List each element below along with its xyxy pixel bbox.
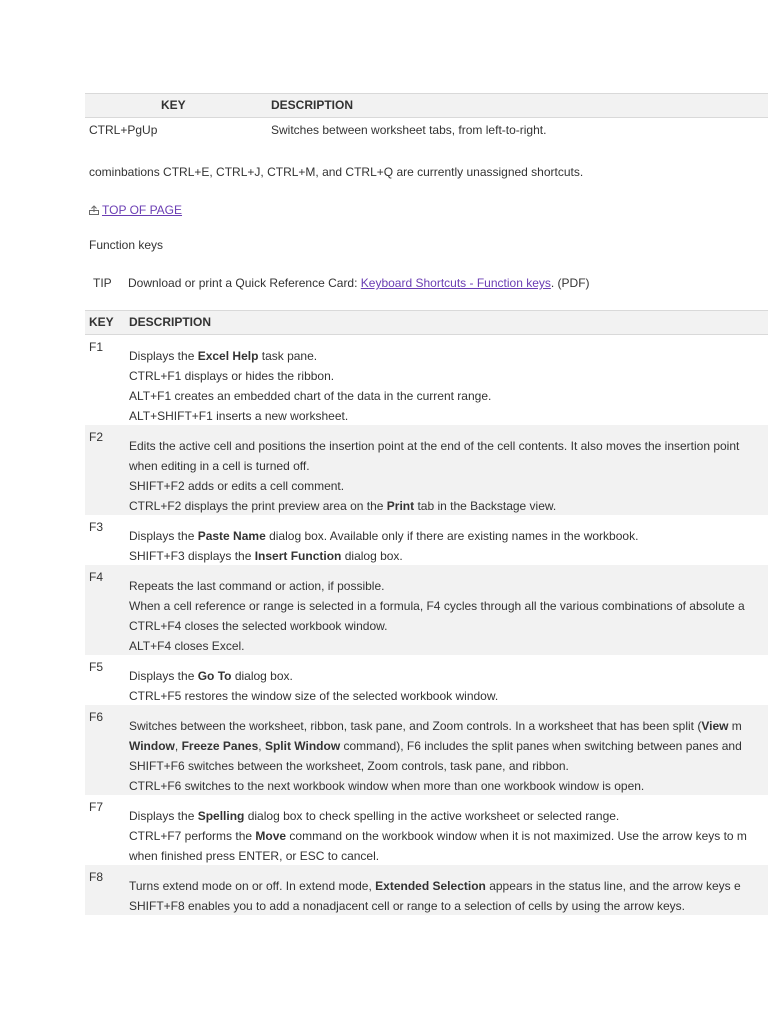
function-key-row-f4 [85,565,768,655]
command-name: Spelling [197,809,245,823]
command-name: View [701,719,729,733]
description-line: Switches between the worksheet, ribbon, task pane, and Zoom controls. In a worksheet that has been split (View m [129,719,742,733]
description-line: CTRL+F6 switches to the next workbook window when more than one workbook window is open. [129,779,645,793]
function-key-row-f6 [85,705,768,795]
command-name: Go To [197,669,232,683]
command-name: Print [386,499,415,513]
description-line: CTRL+F2 displays the print preview area on the Print tab in the Backstage view. [129,499,557,513]
function-key-description [129,526,638,566]
command-name: Split Window [264,739,341,753]
function-key-name: F8 [89,870,104,884]
header-description: DESCRIPTION [271,98,354,112]
document-page [85,0,768,1024]
description-line: when finished press ENTER, or ESC to cancel. [129,849,380,863]
command-name: Window [129,739,175,753]
top-of-page[interactable] [89,203,182,217]
description-line: Window, Freeze Panes, Split Window command), F6 includes the split panes when switching between panes and [129,739,742,753]
description-line: when editing in a cell is turned off. [129,459,310,473]
table-row [85,118,768,142]
table-header [85,93,768,118]
function-key-description [129,436,739,516]
row-description: Switches between worksheet tabs, from left-to-right. [271,123,547,137]
description-line: ALT+F4 closes Excel. [129,639,245,653]
command-name: Paste Name [197,529,266,543]
description-line: Displays the Go To dialog box. [129,669,293,683]
function-keys-table [85,310,768,915]
function-key-row-f1 [85,335,768,425]
section-title: Function keys [89,238,164,252]
description-line: CTRL+F1 displays or hides the ribbon. [129,369,335,383]
description-line: Turns extend mode on or off. In extend mode, Extended Selection appears in the status line, and the arrow keys e [129,879,741,893]
function-key-name: F4 [89,570,104,584]
description-line: When a cell reference or range is selected in a formula, F4 cycles through all the various combinations of absolute a [129,599,745,613]
description-line: SHIFT+F3 displays the Insert Function dialog box. [129,549,403,563]
description-line: CTRL+F5 restores the window size of the selected workbook window. [129,689,499,703]
arrow-up-icon [89,205,99,215]
function-key-description [129,576,745,656]
description-line: ALT+F1 creates an embedded chart of the data in the current range. [129,389,492,403]
function-key-row-f5 [85,655,768,705]
top-of-page-link[interactable]: TOP OF PAGE [102,203,183,217]
command-name: Extended Selection [375,879,486,893]
description-line: Displays the Excel Help task pane. [129,349,318,363]
function-key-name: F6 [89,710,104,724]
description-line: CTRL+F7 performs the Move command on the workbook window when it is not maximized. Use the arrow keys to m [129,829,747,843]
function-keys-body [85,335,768,915]
function-key-name: F2 [89,430,104,444]
tip-label: TIP [93,276,112,290]
description-line: ALT+SHIFT+F1 inserts a new worksheet. [129,409,349,423]
description-line: Repeats the last command or action, if possible. [129,579,385,593]
function-key-row-f7 [85,795,768,865]
function-key-name: F5 [89,660,104,674]
tip-text-before: Download or print a Quick Reference Card: [128,276,361,290]
description-line: Edits the active cell and positions the insertion point at the end of the cell contents. It also moves the insertion point [129,439,740,453]
function-key-row-f2 [85,425,768,515]
tip-text [128,276,590,290]
description-line: SHIFT+F2 adds or edits a cell comment. [129,479,345,493]
tip-text-after: . (PDF) [550,276,590,290]
row-key: CTRL+PgUp [89,123,158,137]
shortcut-table-top [85,93,768,142]
function-key-row-f8 [85,865,768,915]
table-header [85,310,768,335]
function-key-description [129,346,491,426]
unassigned-note: cominbations CTRL+E, CTRL+J, CTRL+M, and CTRL+Q are currently unassigned shortcuts. [89,165,584,179]
function-key-name: F3 [89,520,104,534]
header-key: KEY [161,98,186,112]
header-key: KEY [89,315,114,329]
header-description: DESCRIPTION [129,315,212,329]
function-key-description [129,666,498,706]
description-line: Displays the Paste Name dialog box. Available only if there are existing names in the workbook. [129,529,639,543]
quick-reference-link[interactable]: Keyboard Shortcuts - Function keys [360,276,551,290]
description-line: SHIFT+F6 switches between the worksheet, Zoom controls, task pane, and ribbon. [129,759,569,773]
command-name: Move [255,829,287,843]
command-name: Excel Help [197,349,259,363]
description-line: CTRL+F4 closes the selected workbook window. [129,619,388,633]
function-key-row-f3 [85,515,768,565]
description-line: SHIFT+F8 enables you to add a nonadjacent cell or range to a selection of cells by using the arrow keys. [129,899,685,913]
function-key-name: F1 [89,340,104,354]
function-key-name: F7 [89,800,104,814]
function-key-description [129,806,747,866]
command-name: Freeze Panes [181,739,259,753]
description-line: Displays the Spelling dialog box to check spelling in the active worksheet or selected range. [129,809,620,823]
command-name: Insert Function [254,549,342,563]
function-key-description [129,876,741,916]
function-key-description [129,716,742,796]
